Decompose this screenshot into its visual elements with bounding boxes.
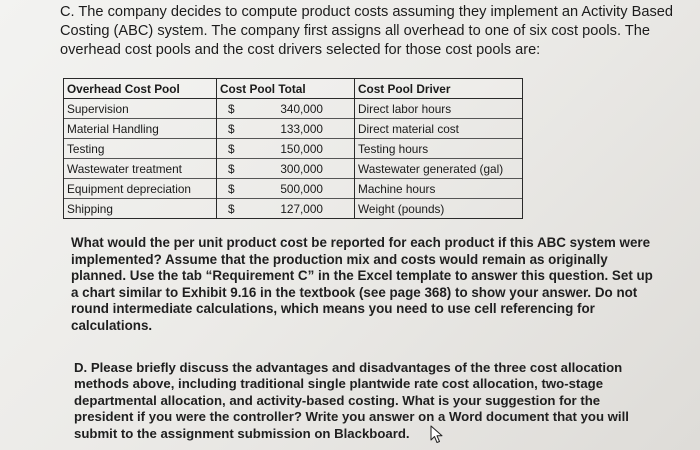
pool-total-cell [217,119,355,139]
pool-total-amount: 127,000 [280,201,323,216]
pool-total-cell [217,199,355,219]
header-overhead-cost-pool: Overhead Cost Pool [64,79,217,99]
header-cost-pool-total: Cost Pool Total [217,79,355,99]
pool-total-cell [217,159,355,179]
pool-name-cell: Equipment depreciation [64,179,217,199]
pool-driver-cell: Weight (pounds) [355,199,523,219]
pool-driver-cell: Direct material cost [355,119,523,139]
pool-driver-cell: Machine hours [355,179,523,199]
table-row [64,99,523,119]
currency-symbol: $ [228,161,235,176]
currency-symbol: $ [228,101,235,116]
currency-symbol: $ [228,141,235,156]
pool-total-cell [217,139,355,159]
pool-name-cell: Supervision [64,99,217,119]
currency-symbol: $ [228,181,235,196]
table-row [64,179,523,199]
pool-driver-cell: Testing hours [355,139,523,159]
table-row [64,119,523,139]
pool-driver-cell: Wastewater generated (gal) [355,159,523,179]
pool-name-cell: Testing [64,139,217,159]
table-row [64,199,523,219]
pool-name-cell: Wastewater treatment [64,159,217,179]
pool-total-amount: 300,000 [280,161,323,176]
pool-name-cell: Shipping [64,199,217,219]
table-row [64,139,523,159]
pool-total-amount: 133,000 [280,121,323,136]
intro-paragraph: C. The company decides to compute product costs assuming they implement an Activity Based Costing (ABC) system. The company first assigns all overhead to one of six cost pools. The overhead cost pools and the cost drivers selected for those cost pools are: [60,4,673,58]
pool-total-amount: 500,000 [280,181,323,196]
cost-pool-table [63,78,523,219]
currency-symbol: $ [228,121,235,136]
requirement-d-question: D. Please briefly discuss the advantages and disadvantages of the three cost allocation methods above, including traditional single plantwide rate cost allocation, two-stage departmental allocation, and activity-based costing. What is your suggestion for the president if you were the controller? Write you answer on a Word document that you will submit to the assignment submission on Blackboard. [74,360,629,441]
pool-total-amount: 340,000 [280,101,323,116]
table-row [64,159,523,179]
pool-name-cell: Material Handling [64,119,217,139]
pool-driver-cell: Direct labor hours [355,99,523,119]
pool-total-cell [217,179,355,199]
mouse-pointer-icon [430,425,444,445]
requirement-c-question: What would the per unit product cost be reported for each product if this ABC system were implemented? Assume that the production mix and costs would remain as originally planned. Use the tab “Requirement C” in the Excel template to answer this question. Set up a chart similar to Exhibit 9.16 in the textbook (see page 368) to show your answer. Do not round intermediate calculations, which means you need to use cell referencing for calculations. [71,235,653,333]
table-header-row [64,79,523,99]
pool-total-cell [217,99,355,119]
header-cost-pool-driver: Cost Pool Driver [355,79,523,99]
currency-symbol: $ [228,201,235,216]
pool-total-amount: 150,000 [280,141,323,156]
